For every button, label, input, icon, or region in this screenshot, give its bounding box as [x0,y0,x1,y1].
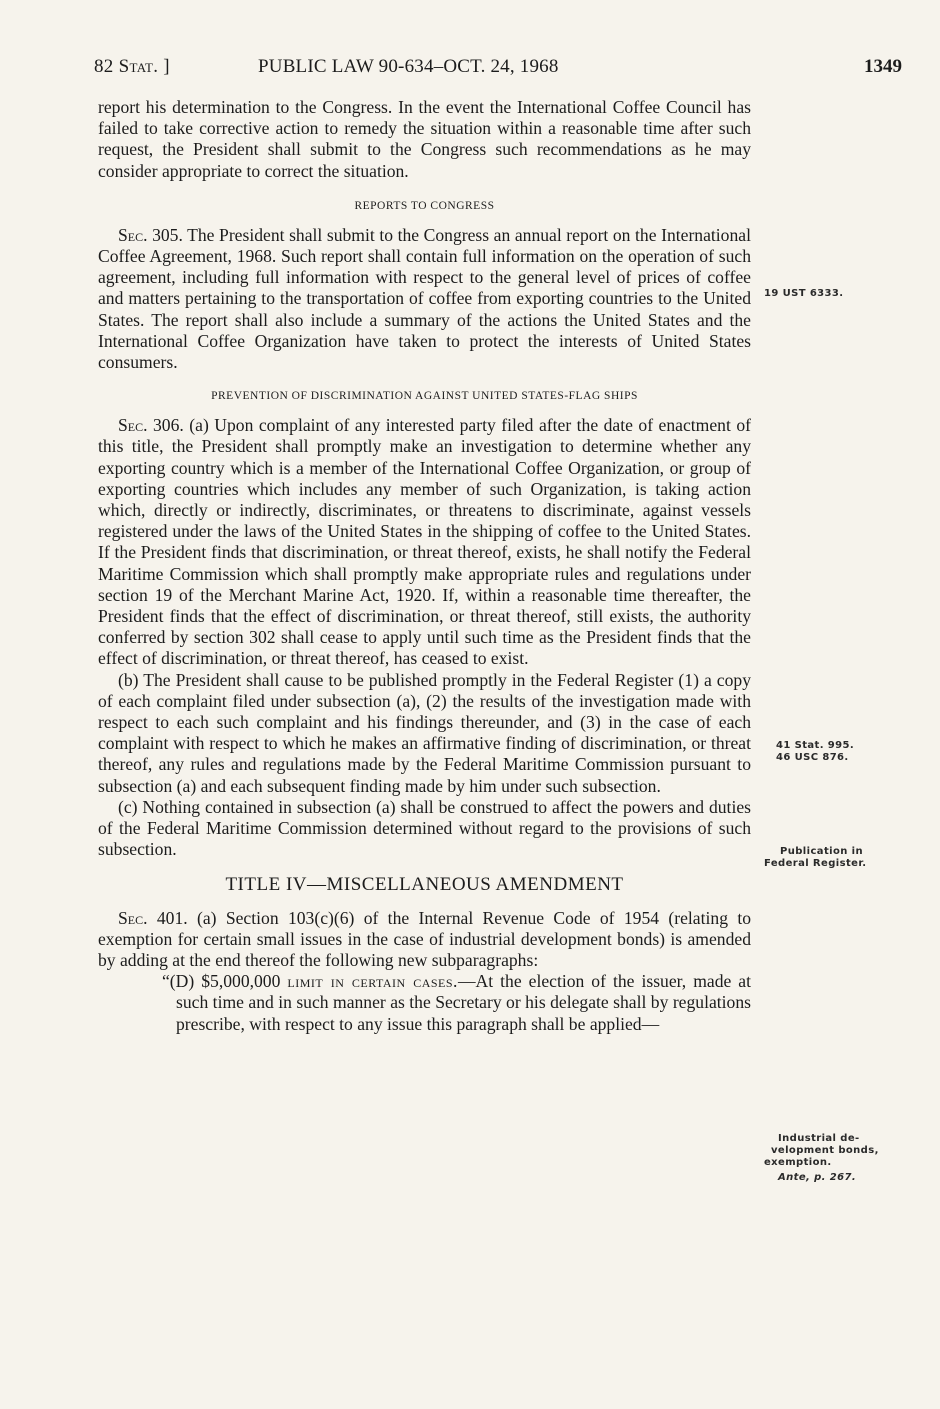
section-text: (a) Section 103(c)(6) of the Internal Revenue Code of 1954 (relating to exemption for certain small issues in the case of industrial development bonds) is amended by adding at the end thereof the following new subparagraphs: [98,907,751,970]
running-title: PUBLIC LAW 90-634–OCT. 24, 1968 [258,56,559,77]
subparagraph-d [98,971,751,1035]
subparagraph-text: —At the election of the issuer, made at such time and in such manner as the Secretary or his delegate shall by regulations prescribe, with respect to any issue this paragraph shall be applied— [176,971,751,1034]
paragraph-continuation: report his determination to the Congress. In the event the International Coffee Council has failed to take corrective action to remedy the situation within a reasonable time after such request, the President shall submit to the Congress such recommendations as he may consider appropriate to correct the situation. [98,97,751,181]
margin-note-publication [764,846,916,870]
heading-reports-to-congress: REPORTS TO CONGRESS [354,199,495,212]
title-iv-heading: TITLE IV—MISCELLANEOUS AMENDMENT [225,873,624,895]
margin-note-line: Publication in [780,846,863,857]
margin-note-line: Industrial de- [778,1133,860,1144]
margin-note-line: 46 USC 876. [776,752,849,763]
body-text [98,97,751,1035]
margin-note-line: Federal Register. [764,858,867,869]
page-number: 1349 [864,56,902,77]
margin-note-line: velopment bonds, [771,1145,879,1156]
section-306a [98,415,751,669]
statute-volume: 82 Stat. ] [94,56,170,77]
section-text: The President shall submit to the Congress an annual report on the International Coffee Agreement, 1968. Such report shall contain full information on the operation of such agreement, including full information with respect to the general level of prices of coffee and matters pertaining to the transportation of coffee from exporting countries to the United States. The report shall also include a summary of the actions the United States and the International Coffee Organization have taken to protect the interests of United States consumers. [98,224,751,373]
margin-note-line: Ante, p. 267. [778,1172,857,1183]
margin-note-line: 41 Stat. 995. [776,740,855,751]
margin-note-industrial [764,1133,904,1184]
margin-note-stat [776,740,916,764]
section-label: Sec. 306. [118,415,184,436]
section-306b: (b) The President shall cause to be published promptly in the Federal Register (1) a copy of each complaint filed under subsection (a), (2) the results of the investigation made with respect to each such complaint and his findings thereunder, and (3) in the case of each complaint with respect to which he makes an affirmative finding of discrimination, or threat thereof, any rules and regulations made by the Federal Maritime Commission pursuant to subsection (a) and each subsequent finding made by him under such subsection. [98,669,751,796]
subparagraph-lead: “(D) $5,000,000 [162,971,281,992]
subparagraph-caption: limit in certain cases. [287,971,458,992]
section-label: Sec. 401. [118,907,188,928]
section-text: (a) Upon complaint of any interested party filed after the date of enactment of this title, the President shall promptly make an investigation to determine whether any exporting country which is a member of the International Coffee Organization, or group of exporting countries which includes any member of such Organization, is taking action which, directly or indirectly, discriminates, or threatens to discriminate, against vessels registered under the laws of the United States in the shipping of coffee to the United States. If the President finds that discrimination, or threat thereof, exists, he shall notify the Federal Maritime Commission which shall promptly make appropriate rules and regulations under section 19 of the Merchant Marine Act, 1920. If, within a reasonable time thereafter, the President finds that the effect of discrimination, or threat thereof, still exists, the authority conferred by section 302 shall cease to apply until such time as the President finds that the effect of discrimination, or threat thereof, has ceased to exist. [98,415,751,669]
heading-prevention-of-discrimination: PREVENTION OF DISCRIMINATION AGAINST UNITED STATES-FLAG SHIPS [211,390,638,403]
page-header [94,56,904,86]
section-305 [98,225,751,373]
margin-note-line: exemption. [764,1157,832,1168]
section-401 [98,908,751,972]
section-306c: (c) Nothing contained in subsection (a) shall be construed to affect the powers and duties of the Federal Maritime Commission determined without regard to the provisions of such subsection. [98,796,751,860]
section-label: Sec. 305. [118,224,183,245]
margin-note-ust: 19 UST 6333. [764,288,844,299]
